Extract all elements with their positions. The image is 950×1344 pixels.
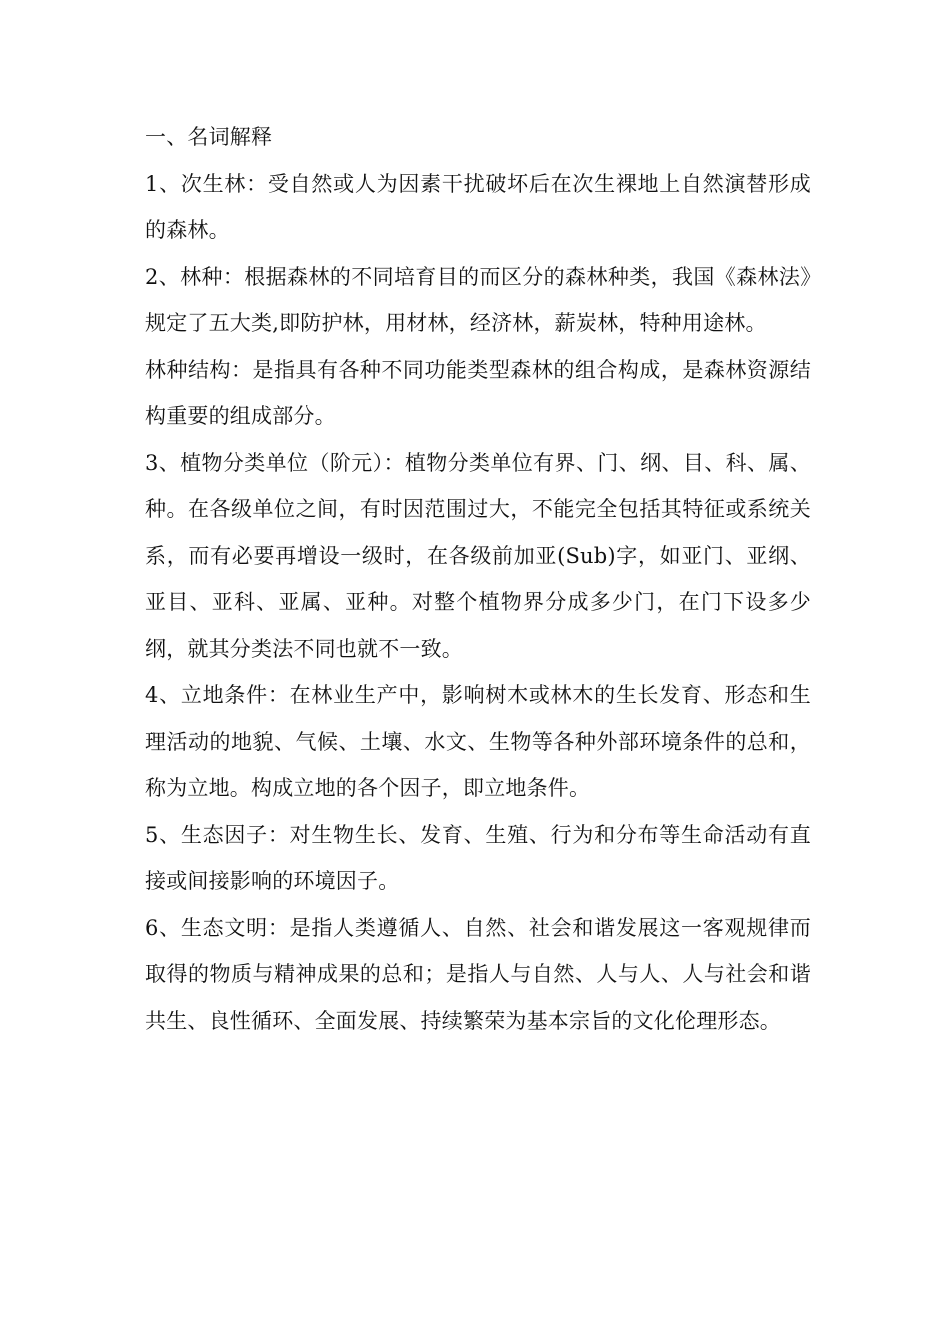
term-ecological-factor: 5、生态因子：对生物生长、发育、生殖、行为和分布等生命活动有直接或间接影响的环境因子。 (145, 822, 811, 893)
section-heading: 一、名词解释 (145, 125, 273, 149)
document-body (145, 114, 811, 1044)
term-site-conditions: 4、立地条件：在林业生产中，影响树木或林木的生长发育、形态和生理活动的地貌、气候、土壤、水文、生物等各种外部环境条件的总和，称为立地。构成立地的各个因子，即立地条件。 (145, 683, 811, 800)
term-secondary-forest: 1、次生林：受自然或人为因素干扰破坏后在次生裸地上自然演替形成的森林。 (145, 171, 811, 242)
term-ecological-civilization: 6、生态文明：是指人类遵循人、自然、社会和谐发展这一客观规律而取得的物质与精神成果的总和；是指人与自然、人与人、人与社会和谐共生、良性循环、全面发展、持续繁荣为基本宗旨的文化伦理形态。 (145, 915, 811, 1033)
term-plant-taxonomic-rank: 3、植物分类单位（阶元）：植物分类单位有界、门、纲、目、科、属、种。在各级单位之间，有时因范围过大，不能完全包括其特征或系统关系，而有必要再增设一级时，在各级前加亚(Sub)字，如亚门、亚纲、亚目、亚科、亚属、亚种。对整个植物界分成多少门，在门下设多少纲，就其分类法不同也就不一致。 (145, 450, 811, 661)
term-forest-type-structure: 林种结构：是指具有各种不同功能类型森林的组合构成，是森林资源结构重要的组成部分。 (145, 357, 811, 428)
term-forest-type: 2、林种：根据森林的不同培育目的而区分的森林种类，我国《森林法》规定了五大类,即防护林，用材林，经济林，薪炭林，特种用途林。 (145, 264, 811, 335)
